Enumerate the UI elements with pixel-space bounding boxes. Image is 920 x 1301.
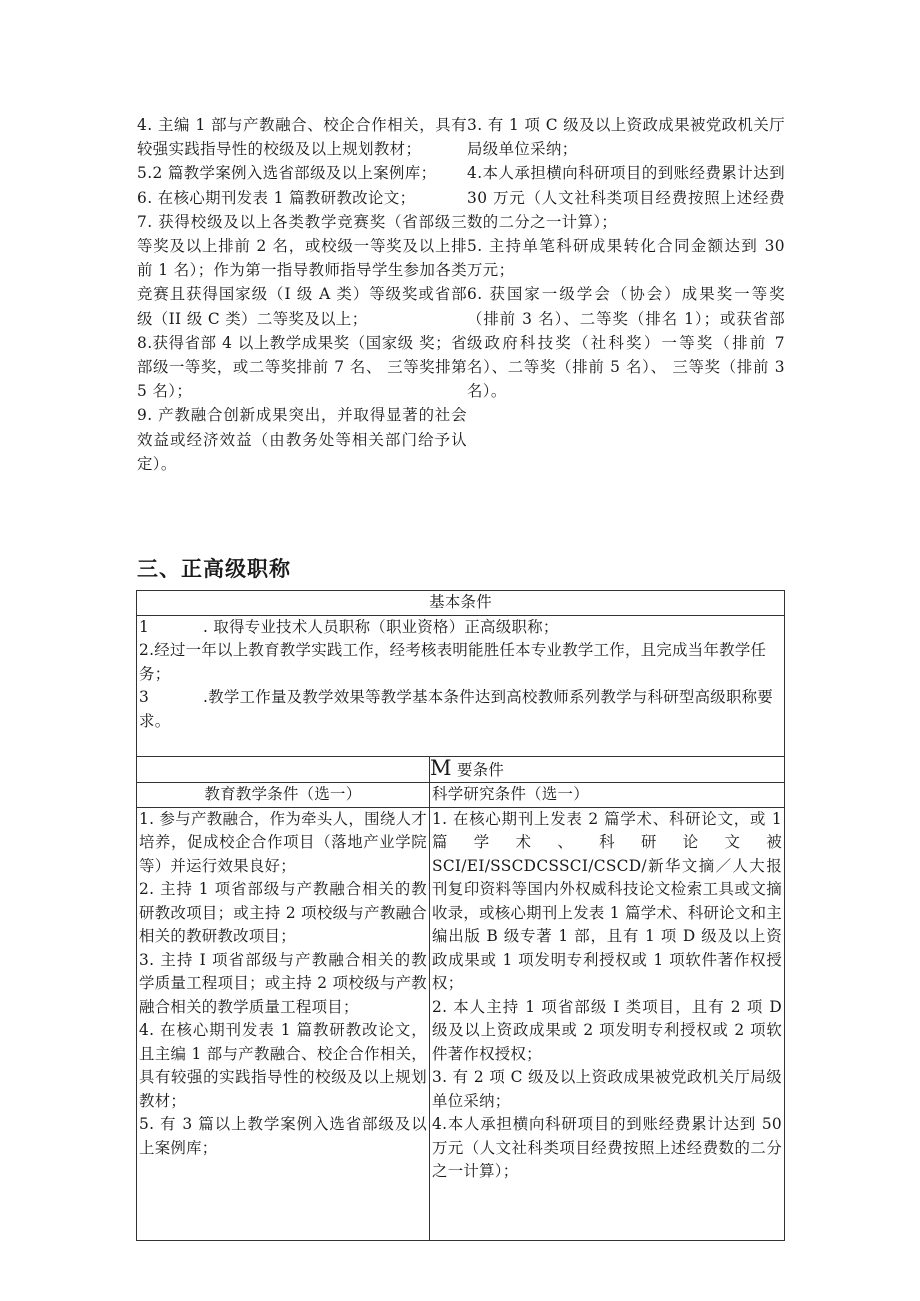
basic-title-row bbox=[137, 591, 785, 616]
research-item-4: 4.本人承担横向科研项目的到账经费累计达到 50 万元（人文社科类项目经费按照上述经费数的二分之一计算）； bbox=[432, 1115, 783, 1180]
conditions-body-row bbox=[137, 807, 785, 1240]
left-item-6: 6. 在核心期刊发表 1 篇教研教改论文； bbox=[137, 188, 416, 207]
basic-conditions-cell bbox=[137, 615, 785, 756]
teaching-item-5: 5. 有 3 篇以上教学案例入选省部级及以上案例库； bbox=[139, 1115, 427, 1157]
research-conditions-cell bbox=[430, 807, 785, 1240]
right-column bbox=[467, 113, 785, 476]
right-item-5: 5. 主持单笔科研成果转化合同金额达到 30 万元； bbox=[467, 237, 785, 280]
basic-item-num: 1 bbox=[139, 617, 150, 636]
right-item-4: 4.本人承担横向科研项目的到账经费累计达到 30 万元（人文社科类项目经费按照上述经费数的二分之一计算）； bbox=[467, 164, 785, 231]
subheader-row bbox=[137, 783, 785, 808]
left-item-9: 9. 产教融合创新成果突出，并取得显著的社会效益或经济效益（由教务处等相关部门给予认定）。 bbox=[137, 406, 467, 473]
basic-item-1 bbox=[139, 616, 782, 640]
basic-item-num: 3 bbox=[139, 688, 150, 706]
left-item-5: 5.2 篇教学案例入选省部级及以上案例库； bbox=[137, 164, 437, 183]
research-item-1: 1. 在核心期刊上发表 2 篇学术、科研论文，或 1 篇学术、科研论文被 SCI/EI/SSCDCSSCI/CSCD/新华文摘／人大报刊复印资料等国内外权威科技论文检索工具或文摘收录，或核心期刊上发表 1 篇学术、科研论文和主编出版 B 级专著 1 部，且有 1 项 D 级及以上资政成果或 1 项发明专利授权或 1 项软件著作权授权； bbox=[432, 809, 783, 992]
teaching-item-4: 4. 在核心期刊发表 1 篇教研教改论文，且主编 1 部与产教融合、校企合作相关，具有较强的实践指导性的校级及以上规划教材； bbox=[139, 1021, 427, 1110]
basic-title: 基本条件 bbox=[137, 591, 785, 616]
basic-item-3 bbox=[139, 686, 782, 733]
left-item-7: 7. 获得校级及以上各类教学竞赛奖（省部级三等奖及以上排前 2 名，或校级一等奖及以上排前 1 名）；作为第一指导教师指导学生参加各类竞赛且获得国家级（I 级 A 类）等级奖或省部级（II 级 C 类）二等奖及以上； bbox=[137, 212, 467, 328]
right-item-3: 3. 有 1 项 C 级及以上资政成果被党政机关厅局级单位采纳； bbox=[467, 116, 785, 159]
research-item-3: 3. 有 2 项 C 级及以上资政成果被党政机关厅局级单位采纳； bbox=[432, 1068, 783, 1110]
teaching-item-1: 1. 参与产教融合，作为牵头人，围绕人才培养，促成校企合作项目（落地产业学院等）并运行效果良好； bbox=[139, 809, 427, 875]
conditions-table bbox=[136, 590, 785, 1241]
teaching-item-2: 2. 主持 1 项省部级与产教融合相关的教研教改项目；或主持 2 项校级与产教融合相关的教研教改项目； bbox=[139, 880, 427, 945]
important-title-text: 要条件 bbox=[451, 760, 505, 779]
teaching-header: 教育教学条件（选一） bbox=[137, 783, 430, 808]
important-title bbox=[430, 756, 785, 783]
basic-item-text: . 取得专业技术人员职称（职业资格）正高级职称； bbox=[203, 617, 559, 636]
basic-item-text: 2.经过一年以上教育教学实践工作，经考核表明能胜任本专业教学工作，且完成当年教学任务； bbox=[139, 641, 767, 683]
important-title-empty bbox=[137, 756, 430, 783]
teaching-item-3: 3. 主持 I 项省部级与产教融合相关的教学质量工程项目；或主持 2 项校级与产教融合相关的教学质量工程项目； bbox=[139, 950, 427, 1016]
left-item-4: 4. 主编 1 部与产教融合、校企合作相关，具有较强实践指导性的校级及以上规划教材； bbox=[137, 116, 467, 159]
research-item-2: 2. 本人主持 1 项省部级 I 类项目，且有 2 项 D 级及以上资政成果或 2 项发明专利授权或 2 项软件著作权授权； bbox=[432, 997, 783, 1063]
continuation-columns bbox=[137, 113, 785, 476]
left-item-8: 8.获得省部 4 以上教学成果奖（国家级 奖；省部级一等奖，或二等奖排前 7 名、 三等奖排第 5 名）； bbox=[137, 333, 467, 401]
basic-item-text: .教学工作量及教学效果等教学基本条件达到高校教师系列教学与科研型高级职称要求。 bbox=[139, 688, 774, 730]
left-column bbox=[137, 113, 467, 476]
important-title-row bbox=[137, 756, 785, 783]
section-heading: 三、正高级职称 bbox=[137, 557, 291, 581]
right-item-6: 6. 获国家一级学会（协会）成果奖一等奖（排前 3 名）、二等奖（排名 1）；或获省部级政府科技奖（社科奖）一等奖（排前 7 名）、二等奖（排前 5 名）、 三等奖（排前 3 名）。 bbox=[467, 285, 785, 401]
important-glyph: M bbox=[430, 755, 452, 780]
basic-item-2 bbox=[139, 639, 782, 686]
basic-body-row bbox=[137, 615, 785, 756]
teaching-conditions-cell bbox=[137, 807, 430, 1240]
research-header: 科学研究条件（选一） bbox=[430, 783, 785, 808]
